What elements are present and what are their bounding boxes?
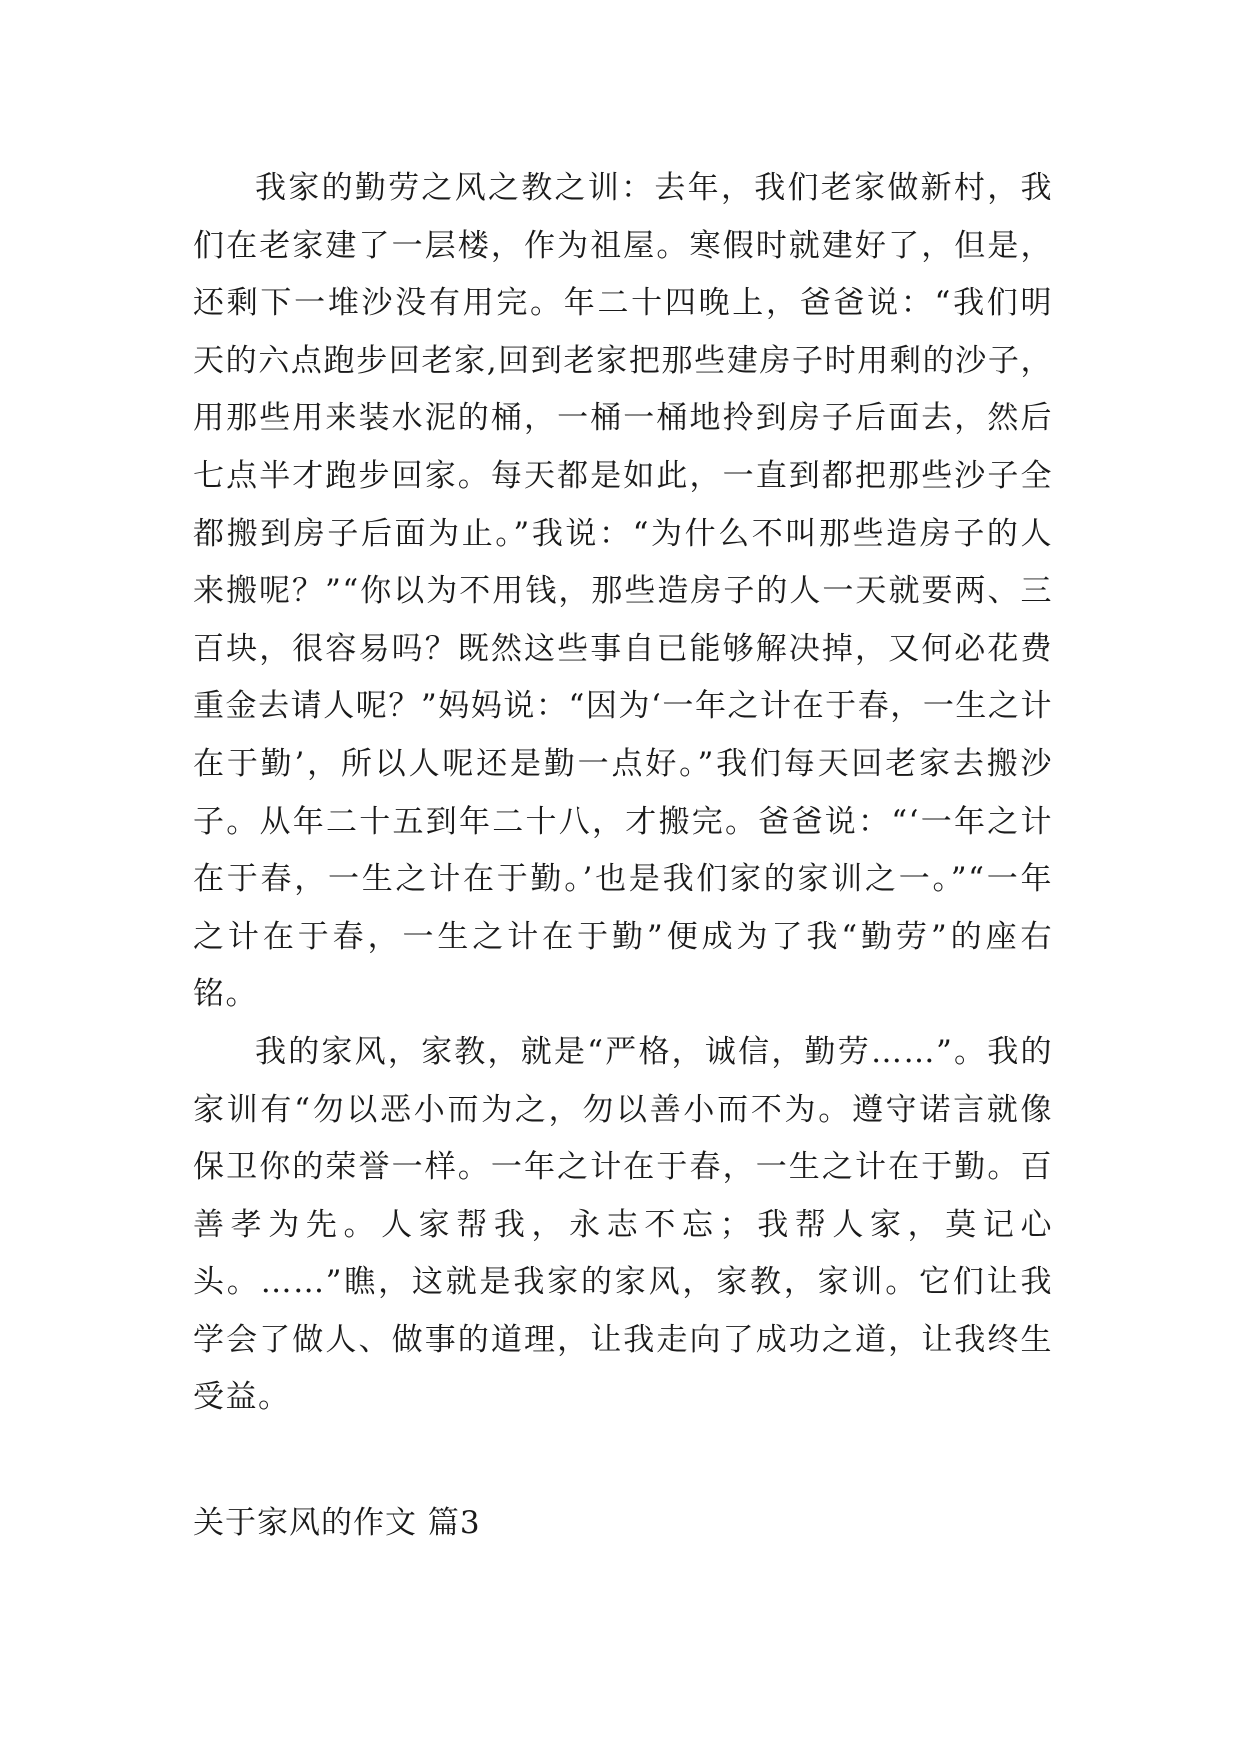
paragraph-family-motto: 我的家风，家教，就是“严格，诚信，勤劳……”。我的家训有“勿以恶小而为之，勿以善小而不为。遵守诺言就像保卫你的荣誉一样。一年之计在于春，一生之计在于勤。百善孝为先。人家帮我，永志不忘；我帮人家，莫记心头。……”瞧，这就是我家的家风，家教，家训。它们让我学会了做人、做事的道理，让我走向了成功之道，让我终生受益。	[193, 1033, 1053, 1416]
document-body	[193, 160, 1053, 1427]
paragraph-diligence-story: 我家的勤劳之风之教之训：去年，我们老家做新村，我们在老家建了一层楼，作为祖屋。寒假时就建好了，但是，还剩下一堆沙没有用完。年二十四晚上，爸爸说：“我们明天的六点跑步回老家,回到老家把那些建房子时用剩的沙子，用那些用来装水泥的桶，一桶一桶地拎到房子后面去，然后七点半才跑步回家。每天都是如此，一直到都把那些沙子全都搬到房子后面为止。”我说：“为什么不叫那些造房子的人来搬呢？”“你以为不用钱，那些造房子的人一天就要两、三百块，很容易吗？既然这些事自已能够解决掉，又何必花费重金去请人呢？”妈妈说：“因为‘一年之计在于春，一生之计在于勤’，所以人呢还是勤一点好。”我们每天回老家去搬沙子。从年二十五到年二十八，才搬完。爸爸说：“‘一年之计在于春，一生之计在于勤。’也是我们家的家训之一。”“一年之计在于春，一生之计在于勤”便成为了我“勤劳”的座右铭。	[193, 170, 1053, 1013]
section-title: 关于家风的作文 篇3	[193, 1505, 481, 1541]
